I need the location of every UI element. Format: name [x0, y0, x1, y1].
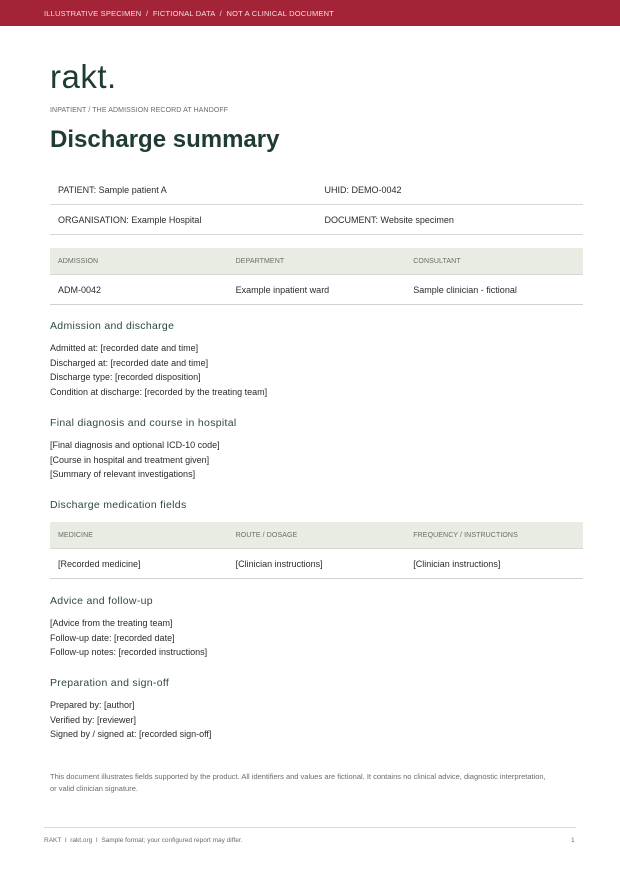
- verified-by: Verified by: [reviewer]: [50, 714, 137, 725]
- column-header-admission: ADMISSION: [58, 257, 99, 265]
- admission-id: ADM-0042: [58, 284, 102, 295]
- discharged-at: Discharged at: [recorded date and time]: [50, 357, 209, 368]
- route-dosage: [Clinician instructions]: [235, 558, 323, 569]
- follow-up-notes: Follow-up notes: [recorded instructions]: [50, 647, 208, 658]
- frequency-instructions: [Clinician instructions]: [413, 558, 501, 569]
- section-medication: [50, 499, 583, 520]
- organisation-field: ORGANISATION: Example Hospital: [58, 214, 202, 225]
- admission-table: [50, 248, 583, 305]
- section-signoff: [50, 677, 583, 742]
- specimen-banner: ILLUSTRATIVE SPECIMEN / FICTIONAL DATA / NOT A CLINICAL DOCUMENT: [0, 0, 620, 26]
- document-kicker: INPATIENT / THE ADMISSION RECORD AT HANDOFF: [50, 107, 229, 114]
- column-header-consultant: CONSULTANT: [413, 257, 461, 265]
- section-diagnosis: [50, 417, 583, 482]
- column-header-route-dosage: ROUTE / DOSAGE: [235, 531, 298, 539]
- table-header: [50, 248, 583, 275]
- section-heading: Discharge medication fields: [50, 499, 187, 511]
- document-field: DOCUMENT: Website specimen: [324, 214, 454, 225]
- document-title: Discharge summary: [50, 126, 280, 153]
- section-heading: Preparation and sign-off: [50, 677, 170, 689]
- meta-row: [50, 205, 583, 235]
- investigations-summary: [Summary of relevant investigations]: [50, 469, 196, 480]
- admitted-at: Admitted at: [recorded date and time]: [50, 343, 199, 353]
- medicine: [Recorded medicine]: [58, 558, 141, 569]
- final-diagnosis: [Final diagnosis and optional ICD-10 code]: [50, 440, 220, 450]
- brand-logo: rakt.: [50, 58, 117, 95]
- section-advice-followup: [50, 595, 583, 660]
- course-in-hospital: [Course in hospital and treatment given]: [50, 454, 210, 465]
- discharge-type: Discharge type: [recorded disposition]: [50, 372, 201, 383]
- footer-divider: [44, 827, 576, 828]
- prepared-by: Prepared by: [author]: [50, 700, 135, 710]
- column-header-medicine: MEDICINE: [58, 531, 94, 539]
- medication-table: [50, 522, 583, 579]
- signed-by: Signed by / signed at: [recorded sign-off]: [50, 729, 212, 740]
- table-row: [50, 275, 583, 305]
- section-heading: Admission and discharge: [50, 320, 175, 332]
- advice-text: [Advice from the treating team]: [50, 618, 173, 628]
- column-header-frequency: FREQUENCY / INSTRUCTIONS: [413, 531, 518, 539]
- department: Example inpatient ward: [235, 284, 330, 295]
- disclaimer-text: This document illustrates fields supported by the product. All identifiers and values are fictional. It contains no clinical advice, diagnostic interpretation, or valid clinician signature.: [50, 772, 546, 793]
- patient-meta: [50, 175, 583, 235]
- column-header-department: DEPARTMENT: [235, 257, 285, 265]
- meta-row: [50, 175, 583, 205]
- consultant: Sample clinician - fictional: [413, 284, 517, 295]
- follow-up-date: Follow-up date: [recorded date]: [50, 632, 175, 643]
- section-heading: Advice and follow-up: [50, 595, 153, 607]
- section-admission-discharge: [50, 320, 583, 399]
- footer-text: RAKT I rakt.org I Sample format; your configured report may differ.: [44, 837, 243, 844]
- table-row: [50, 549, 583, 579]
- patient-field: PATIENT: Sample patient A: [58, 184, 167, 195]
- page-number: 1: [571, 837, 575, 844]
- section-heading: Final diagnosis and course in hospital: [50, 417, 237, 429]
- table-header: [50, 522, 583, 549]
- uhid-field: UHID: DEMO-0042: [324, 184, 402, 195]
- condition-at-discharge: Condition at discharge: [recorded by the treating team]: [50, 386, 268, 397]
